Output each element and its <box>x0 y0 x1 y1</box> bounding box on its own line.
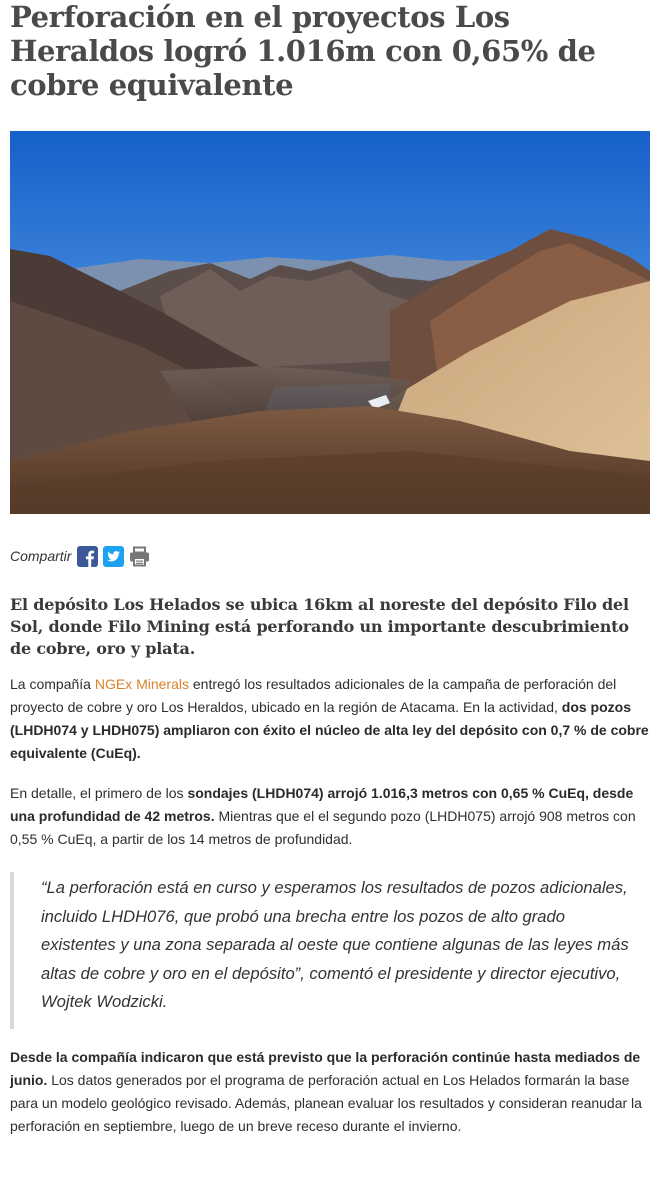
share-label: Compartir <box>10 548 72 564</box>
mountain-landscape-image <box>10 131 650 514</box>
paragraph-2-text-1: En detalle, el primero de los <box>10 785 188 801</box>
print-icon[interactable] <box>129 546 150 567</box>
paragraph-1-bold: dos pozos (LHDH074 y LHDH075) ampliaron con éxito el núcleo de alta ley del depósito con 0,7 % de cobre equivalente (CuEq). <box>10 699 649 761</box>
hero-image <box>10 131 650 514</box>
article-lead: El depósito Los Helados se ubica 16km al noreste del depósito Filo del Sol, donde Filo Mining está perforando un importante descubrimiento de cobre, oro y plata. <box>10 595 629 658</box>
twitter-icon[interactable] <box>103 546 124 567</box>
paragraph-3-text: Los datos generados por el programa de perforación actual en Los Helados formarán la base para un modelo geológico revisado. Además, planean evaluar los resultados y consideran reanudar la perforación en septiembre, luego de un breve receso durante el invierno. <box>10 1072 642 1134</box>
paragraph-1-text-2: entregó los resultados adicionales de la campaña de perforación del proyecto de cobre y oro Los Heraldos, ubicado en la región de Atacama. En la actividad, <box>10 676 617 715</box>
share-bar <box>10 543 155 569</box>
paragraph-3 <box>10 1046 652 1138</box>
paragraph-2-text-2: Mientras que el el segundo pozo (LHDH075) arrojó 908 metros con 0,55 % CuEq, a partir de los 14 metros de profundidad. <box>10 808 636 847</box>
paragraph-2 <box>10 782 652 851</box>
facebook-icon[interactable] <box>77 546 98 567</box>
paragraph-1-text-1: La compañía <box>10 676 95 692</box>
paragraph-2-bold: sondajes (LHDH074) arrojó 1.016,3 metros con 0,65 % CuEq, desde una profundidad de 42 metros. <box>10 785 634 824</box>
paragraph-3-bold: Desde la compañía indicaron que está previsto que la perforación continúe hasta mediados de junio. <box>10 1049 641 1088</box>
ngex-minerals-link[interactable]: NGEx Minerals <box>94 676 189 692</box>
article-title: Perforación en el proyectos Los Heraldos logró 1.016m con 0,65% de cobre equivalente <box>10 0 596 102</box>
quote-text: “La perforación está en curso y esperamos los resultados de pozos adicionales, incluido LHDH076, que probó una brecha entre los pozos de alto grado existentes y una zona separada al oeste que contiene algunas de las leyes más altas de cobre y oro en el depósito”, comentó el presidente y director ejecutivo, Wojtek Wodzicki. <box>41 878 629 1011</box>
blockquote <box>10 872 650 1029</box>
paragraph-1 <box>10 673 652 765</box>
